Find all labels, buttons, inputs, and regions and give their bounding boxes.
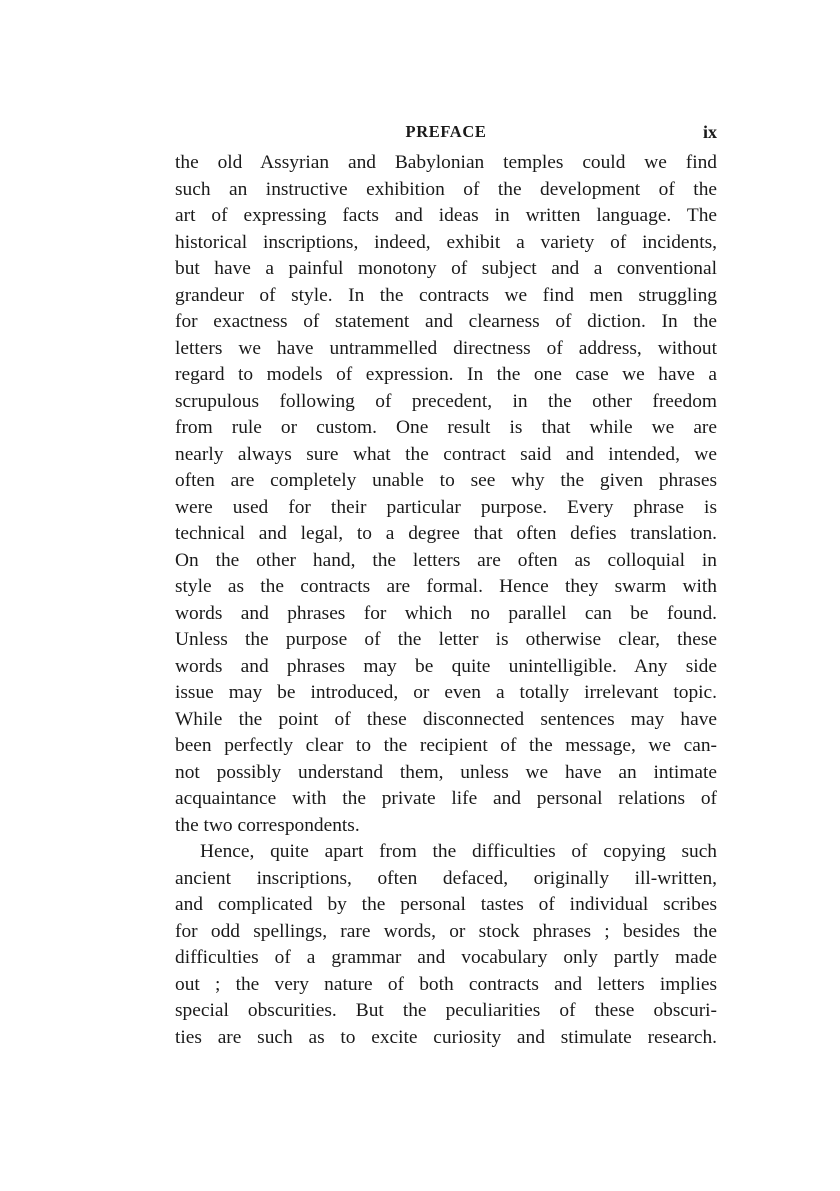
text-line: art of expressing facts and ideas in written language. The bbox=[175, 205, 717, 226]
text-line: style as the contracts are formal. Hence they swarm with bbox=[175, 576, 717, 597]
running-title: PREFACE bbox=[405, 122, 487, 141]
text-line: not possibly understand them, unless we have an intimate bbox=[175, 761, 717, 783]
text-line: the two correspondents. bbox=[175, 814, 360, 836]
running-head bbox=[175, 122, 717, 146]
text-line: often are completely unable to see why the given phrases bbox=[175, 470, 717, 491]
text-line: acquaintance with the private life and personal relations of bbox=[175, 788, 717, 809]
text-line: been perfectly clear to the recipient of the message, we can- bbox=[175, 735, 717, 756]
text-line: but have a painful monotony of subject and a conventional bbox=[175, 258, 717, 279]
text-line: words and phrases for which no parallel can be found. bbox=[175, 602, 717, 624]
text-line: scrupulous following of precedent, in the other freedom bbox=[175, 390, 717, 412]
text-line: letters we have untrammelled directness of address, without bbox=[175, 337, 717, 359]
text-line: were used for their particular purpose. Every phrase is bbox=[175, 496, 717, 518]
text-line: regard to models of expression. In the one case we have a bbox=[175, 364, 717, 385]
text-line: ties are such as to excite curiosity and stimulate research. bbox=[175, 1026, 717, 1048]
body-text bbox=[175, 150, 717, 1051]
text-line: issue may be introduced, or even a totally irrelevant topic. bbox=[175, 682, 717, 703]
text-line: special obscurities. But the peculiarities of these obscuri- bbox=[175, 1000, 717, 1021]
text-line: the old Assyrian and Babylonian temples could we find bbox=[175, 152, 717, 173]
text-line: While the point of these disconnected sentences may have bbox=[175, 708, 717, 730]
text-line: Unless the purpose of the letter is otherwise clear, these bbox=[175, 629, 717, 650]
paragraph-2 bbox=[175, 839, 717, 1051]
text-line: and complicated by the personal tastes of individual scribes bbox=[175, 894, 717, 915]
text-line: for odd spellings, rare words, or stock phrases ; besides the bbox=[175, 920, 717, 942]
text-line: for exactness of statement and clearness of diction. In the bbox=[175, 311, 717, 332]
text-line: from rule or custom. One result is that while we are bbox=[175, 417, 717, 438]
text-line: nearly always sure what the contract said and intended, we bbox=[175, 443, 717, 465]
text-line: Hence, quite apart from the difficulties of copying such bbox=[200, 841, 717, 862]
text-line: ancient inscriptions, often defaced, originally ill-written, bbox=[175, 867, 717, 889]
text-line: historical inscriptions, indeed, exhibit a variety of incidents, bbox=[175, 231, 717, 253]
text-line: On the other hand, the letters are often as colloquial in bbox=[175, 549, 717, 571]
page-number: ix bbox=[702, 122, 717, 142]
text-line: grandeur of style. In the contracts we find men struggling bbox=[175, 284, 717, 306]
paragraph-1 bbox=[175, 150, 717, 839]
text-line: out ; the very nature of both contracts and letters implies bbox=[175, 973, 717, 995]
text-line: difficulties of a grammar and vocabulary only partly made bbox=[175, 947, 717, 968]
text-line: technical and legal, to a degree that often defies translation. bbox=[175, 523, 717, 544]
text-line: such an instructive exhibition of the development of the bbox=[175, 178, 717, 200]
text-line: words and phrases may be quite unintelligible. Any side bbox=[175, 655, 717, 677]
